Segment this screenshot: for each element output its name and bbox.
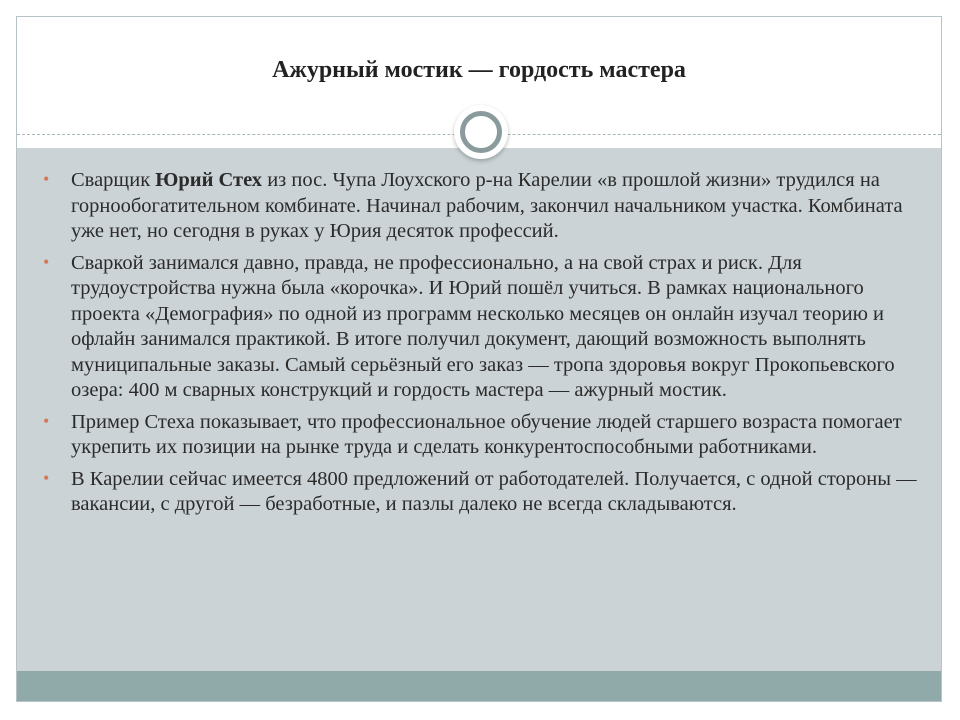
bullet-text-part: из пос. Чупа Лоухского р-на Карелии «в прошлой жизни» трудился на горнообогатительном комбинате. Начинал рабочим, закончил начальником участка. Комбината уже нет, но сегодня в руках у Юрия десяток профессий. [71,169,903,242]
bullet-item [37,168,917,245]
bullet-dot-icon: • [43,410,50,431]
bullet-text: Сваркой занимался давно, правда, не профессионально, а на свой страх и риск. Для трудоустройства нужна была «корочка». И Юрий пошёл учиться. В рамках национального проекта «Демография» по одной из программ несколько месяцев он онлайн изучал теорию и офлайн занимался практикой. В итоге получил документ, дающий возможность выполнять муниципальные заказы. Самый серьёзный его заказ — тропа здоровья вокруг Прокопьевского озера: 400 м сварных конструкций и гордость мастера — ажурный мостик. [71,251,895,401]
bullet-dot-icon: • [43,251,50,272]
ring-icon [460,111,502,153]
bullet-item [37,410,917,461]
circle-ornament-icon [454,105,508,159]
bullet-text: В Карелии сейчас имеется 4800 предложений от работодателей. Получается, с одной стороны — вакансии, с другой — безработные, и пазлы далеко не всегда складываются. [71,467,917,515]
bullet-bold-name: Юрий Стех [155,169,263,191]
bullet-list [37,168,917,524]
bullet-dot-icon: • [43,467,50,488]
bullet-text [71,169,903,242]
bullet-text-part: Сварщик [71,169,156,191]
slide-frame [16,16,942,702]
bullet-dot-icon: • [43,169,50,189]
bullet-item [37,467,917,518]
footer-band [17,671,941,701]
bullet-text: Пример Стеха показывает, что профессиональное обучение людей старшего возраста помогает укрепить их позиции на рынке труда и сделать конкурентоспособными работниками. [71,410,902,458]
bullet-item [37,251,917,404]
slide-title: Ажурный мостик — гордость мастера [272,57,686,83]
